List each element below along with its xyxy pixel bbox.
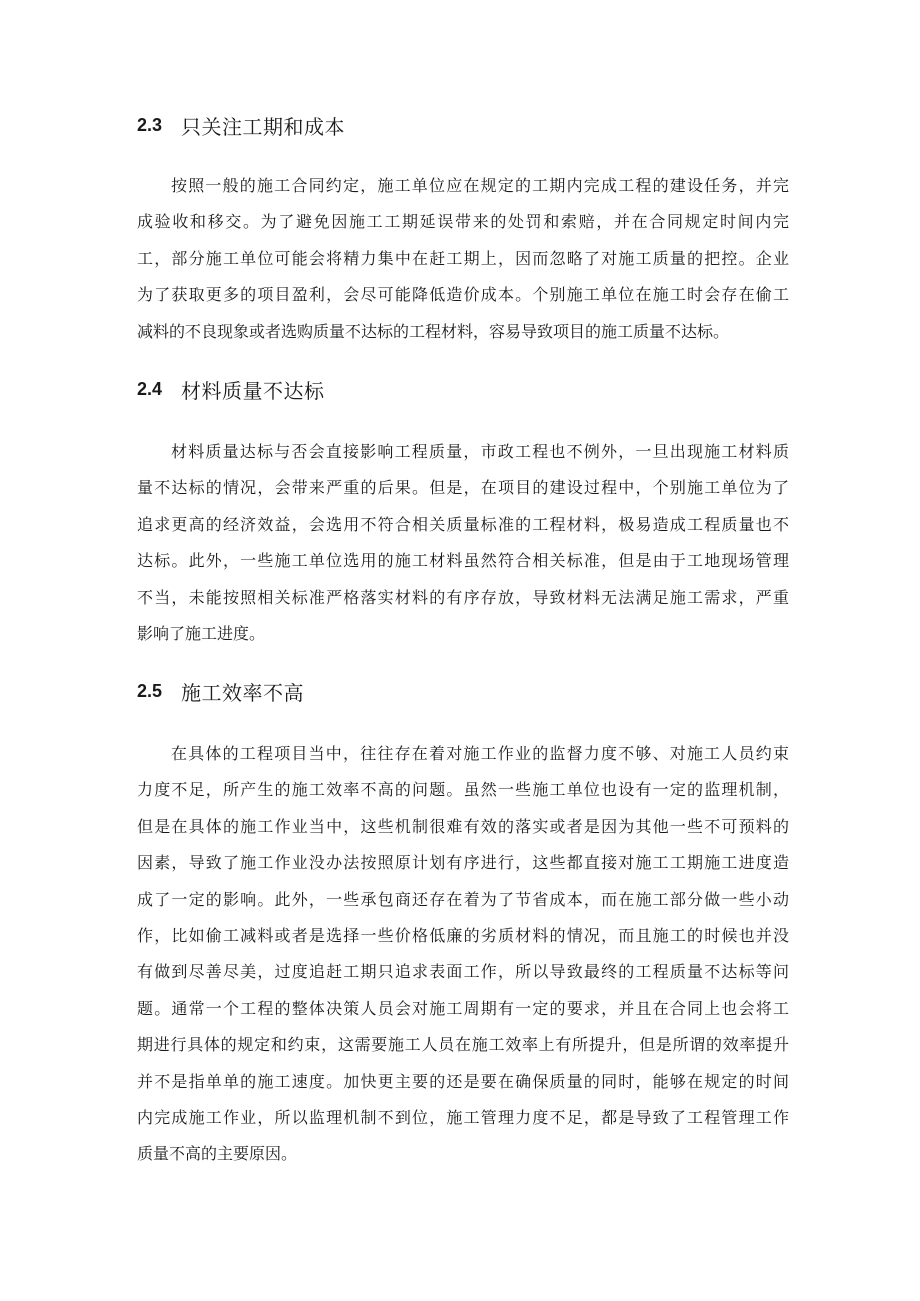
paragraph-line: 作，比如偷工减料或者是选择一些价格低廉的劣质材料的情况，而且施工的时候也并没: [137, 925, 789, 945]
section-number: 2.5: [137, 680, 163, 701]
paragraph-line: 按照一般的施工合同约定，施工单位应在规定的工期内完成工程的建设任务，并完: [171, 176, 789, 195]
section-title: 施工效率不高: [181, 680, 304, 705]
section-heading-2-4: [137, 374, 325, 404]
paragraph-line: 因素，导致了施工作业没办法按照原计划有序进行，这些都直接对施工工期施工进度造: [137, 853, 789, 873]
paragraph-line: 工，部分施工单位可能会将精力集中在赶工期上，因而忽略了对施工质量的把控。企业: [137, 248, 789, 268]
paragraph-line: 力度不足，所产生的施工效率不高的问题。虽然一些施工单位也设有一定的监理机制，: [137, 780, 789, 800]
section-title: 材料质量不达标: [181, 378, 325, 403]
section-title: 只关注工期和成本: [181, 114, 345, 139]
section-number: 2.3: [137, 114, 163, 135]
section-heading-2-5: [137, 676, 304, 706]
section-number: 2.4: [137, 378, 163, 399]
paragraph-line: 题。通常一个工程的整体决策人员会对施工周期有一定的要求，并且在合同上也会将工: [137, 998, 789, 1018]
paragraph-line: 为了获取更多的项目盈利，会尽可能降低造价成本。个别施工单位在施工时会存在偷工: [137, 285, 789, 305]
section-paragraph-2-4: [137, 434, 789, 652]
paragraph-line: 材料质量达标与否会直接影响工程质量，市政工程也不例外，一旦出现施工材料质: [171, 442, 789, 461]
section-heading-2-3: [137, 110, 345, 140]
paragraph-line: 减料的不良现象或者选购质量不达标的工程材料，容易导致项目的施工质量不达标。: [137, 321, 730, 341]
section-paragraph-2-5: [137, 736, 789, 1173]
section-paragraph-2-3: [137, 168, 789, 350]
paragraph-line: 质量不高的主要原因。: [137, 1144, 298, 1164]
paragraph-line: 追求更高的经济效益，会选用不符合相关质量标准的工程材料，极易造成工程质量也不: [137, 514, 789, 534]
paragraph-line: 量不达标的情况，会带来严重的后果。但是，在项目的建设过程中，个别施工单位为了: [137, 478, 789, 498]
paragraph-line: 成验收和移交。为了避免因施工工期延误带来的处罚和索赔，并在合同规定时间内完: [137, 212, 789, 232]
paragraph-line: 不当，未能按照相关标准严格落实材料的有序存放，导致材料无法满足施工需求，严重: [137, 587, 789, 607]
paragraph-line: 成了一定的影响。此外，一些承包商还存在着为了节省成本，而在施工部分做一些小动: [137, 889, 789, 909]
paragraph-line: 并不是指单单的施工速度。加快更主要的还是要在确保质量的同时，能够在规定的时间: [137, 1071, 789, 1091]
paragraph-line: 期进行具体的规定和约束，这需要施工人员在施工效率上有所提升，但是所谓的效率提升: [137, 1035, 789, 1055]
paragraph-line: 内完成施工作业，所以监理机制不到位，施工管理力度不足，都是导致了工程管理工作: [137, 1107, 789, 1127]
paragraph-line: 有做到尽善尽美，过度追赶工期只追求表面工作，所以导致最终的工程质量不达标等问: [137, 962, 789, 982]
paragraph-line: 影响了施工进度。: [137, 623, 266, 643]
paragraph-line: 但是在具体的施工作业当中，这些机制很难有效的落实或者是因为其他一些不可预料的: [137, 816, 789, 836]
paragraph-line: 在具体的工程项目当中，往往存在着对施工作业的监督力度不够、对施工人员约束: [171, 744, 789, 763]
paragraph-line: 达标。此外，一些施工单位选用的施工材料虽然符合相关标准，但是由于工地现场管理: [137, 551, 789, 571]
